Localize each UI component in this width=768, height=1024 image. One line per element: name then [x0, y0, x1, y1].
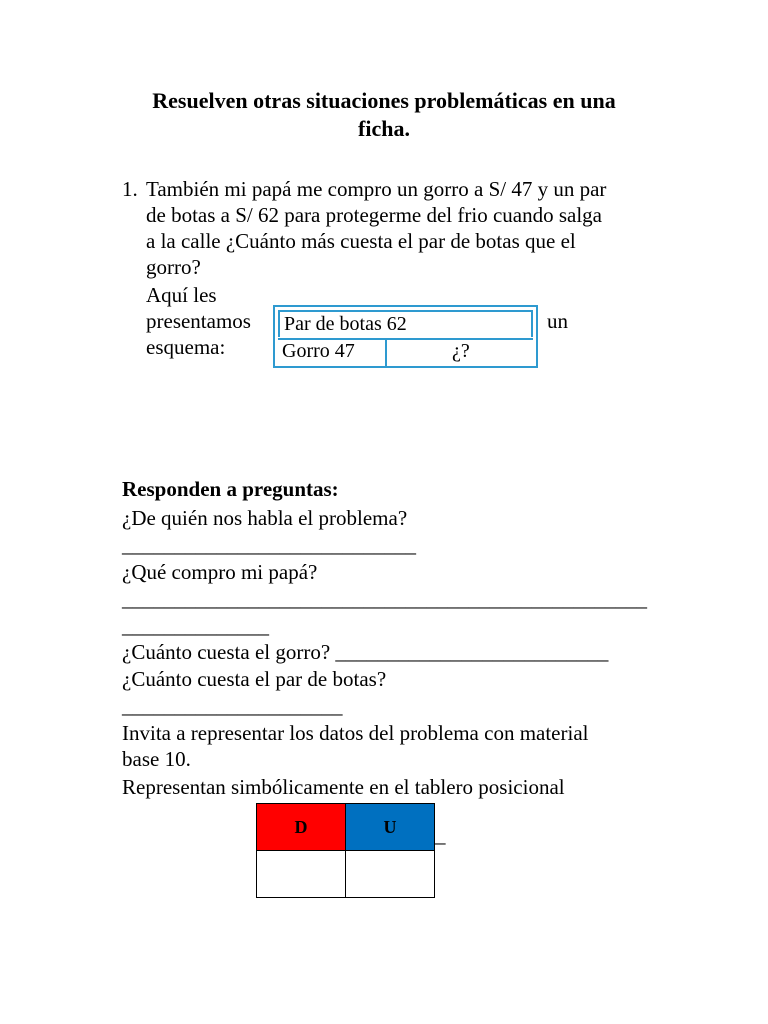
scheme-boots-label: Par de botas 62 [284, 313, 407, 335]
scheme-row-hat [278, 338, 533, 365]
question-4: ¿Cuánto cuesta el par de botas? [122, 667, 387, 691]
represent-instruction: Representan simbólicamente en el tablero posicional [122, 775, 565, 799]
invite-line-1: Invita a representar los datos del problema con material [122, 721, 589, 745]
page-title-line-2: ficha. [358, 116, 410, 141]
problem-line-2: de botas a S/ 62 para protegerme del frio cuando salga [146, 203, 603, 227]
scheme-hat-label: Gorro 47 [282, 340, 355, 362]
questions-heading: Responden a preguntas: [122, 477, 339, 501]
question-1: ¿De quién nos habla el problema? [122, 506, 408, 530]
scheme-unknown-label: ¿? [452, 340, 470, 362]
intro-tail: un [547, 309, 568, 333]
place-value-tens-cell[interactable] [257, 851, 346, 898]
bar-scheme [273, 305, 538, 368]
page-title-line-1: Resuelven otras situaciones problemáticas en una [152, 88, 616, 113]
question-3: ¿Cuánto cuesta el gorro? __________________________ [122, 640, 609, 664]
problem-line-4: gorro? [146, 255, 201, 279]
problem-line-1: También mi papá me compro un gorro a S/ 47 y un par [146, 177, 607, 201]
place-value-table [256, 803, 435, 898]
answer-blank-2a[interactable]: __________________________________________________ [122, 587, 647, 611]
intro-line-1: Aquí les [146, 283, 217, 307]
problem-line-3: a la calle ¿Cuánto más cuesta el par de botas que el [146, 229, 576, 253]
intro-line-2: presentamos [146, 309, 251, 333]
answer-blank-2b[interactable]: ______________ [122, 614, 269, 638]
place-value-header-row [257, 804, 435, 851]
place-value-trailing-mark: _ [435, 823, 446, 847]
problem-number: 1. [122, 177, 138, 201]
place-value-answer-row [257, 851, 435, 898]
question-2: ¿Qué compro mi papá? [122, 560, 318, 584]
intro-line-3: esquema: [146, 335, 226, 359]
scheme-divider [385, 340, 387, 366]
place-value-units-cell[interactable] [346, 851, 435, 898]
invite-line-2: base 10. [122, 747, 191, 771]
place-value-units-header: U [346, 804, 435, 851]
place-value-tens-header: D [257, 804, 346, 851]
answer-blank-4[interactable]: _____________________ [122, 694, 343, 718]
scheme-row-boots [278, 310, 533, 337]
answer-blank-1[interactable]: ____________________________ [122, 533, 416, 557]
